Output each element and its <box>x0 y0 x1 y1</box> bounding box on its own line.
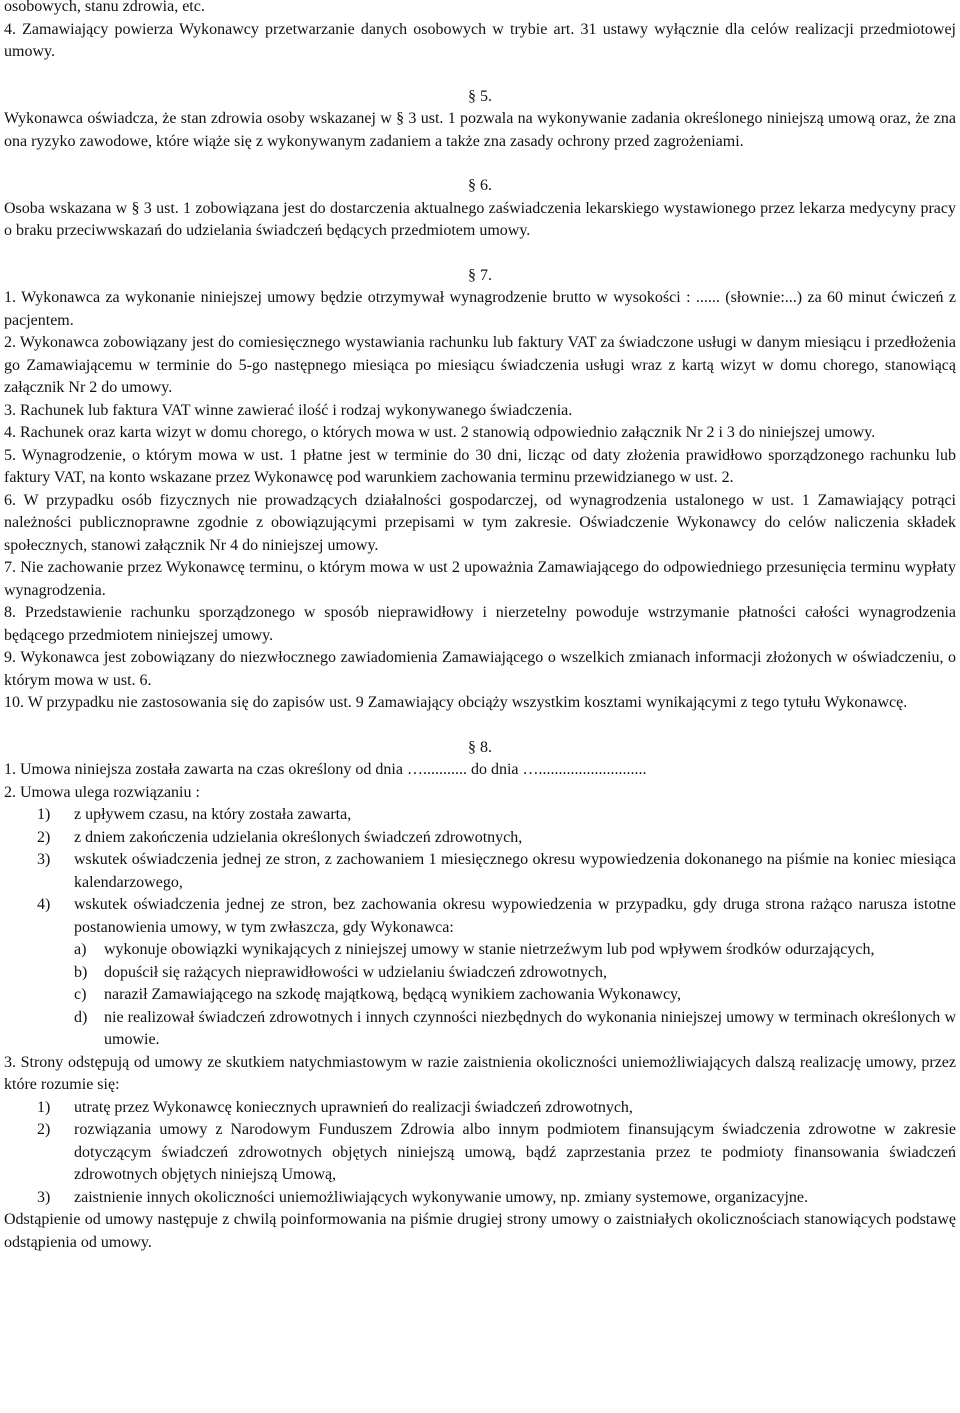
paragraph-4: 4. Zamawiający powierza Wykonawcy przetwarzanie danych osobowych w trybie art. 31 ustawy wyłącznie dla celów realizacji przedmiotowej umowy. <box>4 20 956 60</box>
section-6-text: Osoba wskazana w § 3 ust. 1 zobowiązana jest do dostarczenia aktualnego zaświadczenia lekarskiego wystawionego przez lekarza medycyny pracy o braku przeciwwskazań do udzielania świadczeń będących przedmiotem umowy. <box>4 199 956 239</box>
list-item-text: z dniem zakończenia udzielania określonych świadczeń zdrowotnych, <box>74 828 523 846</box>
list-item <box>4 1119 956 1187</box>
list-marker: 1) <box>37 1098 51 1116</box>
list-item <box>4 1187 956 1210</box>
list-item <box>4 849 956 894</box>
list-marker: d) <box>74 1008 88 1026</box>
document-page <box>4 0 956 1254</box>
withdrawal-list <box>4 1097 956 1210</box>
list-marker: 3) <box>37 851 51 868</box>
list-item-text: zaistnienie innych okoliczności uniemożliwiających wykonywanie umowy, np. zmiany systemowe, organizacyjne. <box>74 1188 809 1206</box>
section-7-item: 1. Wykonawca za wykonanie niniejszej umowy będzie otrzymywał wynagrodzenie brutto w wysokości : ...... (słownie:...) za 60 minut ćwiczeń z pacjentem. <box>4 289 956 329</box>
section-8-paragraph-3: 3. Strony odstępują od umowy ze skutkiem natychmiastowym w razie zaistnienia okoliczności uniemożliwiających dalszą realizację umowy, przez które rozumie się: <box>4 1053 956 1093</box>
section-8-paragraph-2: 2. Umowa ulega rozwiązaniu : <box>4 783 200 801</box>
section-7-items <box>4 287 956 715</box>
sublist-item <box>4 962 956 985</box>
list-marker: b) <box>74 963 88 981</box>
list-item <box>4 1097 956 1120</box>
list-item <box>4 894 956 939</box>
list-item-text: rozwiązania umowy z Narodowym Funduszem Zdrowia albo innym podmiotem finansującym świadczenia zdrowotne w zakresie dotyczącym świadczeń zdrowotnych objętych niniejszą umową, bądź zaprzestania przez te podmioty finansowania świadczeń zdrowotnych objętych niniejszą Umową, <box>74 1121 956 1183</box>
list-item-text: wskutek oświadczenia jednej ze stron, bez zachowania okresu wypowiedzenia w przypadku, gdy druga strona rażąco narusza istotne postanowienia umowy, w tym zwłaszcza, gdy Wykonawca: <box>74 896 956 936</box>
list-item <box>4 804 956 827</box>
list-item-text: wskutek oświadczenia jednej ze stron, z zachowaniem 1 miesięcznego okresu wypowiedzenia dokonanego na piśmie na koniec miesiąca kalendarzowego, <box>74 851 956 891</box>
list-item-text: dopuścił się rażących nieprawidłowości w udzielaniu świadczeń zdrowotnych, <box>104 963 607 981</box>
paragraph-continuation: osobowych, stanu zdrowia, etc. <box>4 0 205 15</box>
list-item-text: nie realizował świadczeń zdrowotnych i innych czynności niezbędnych do wykonania niniejszej umowy w terminach określonych w umowie. <box>104 1008 956 1048</box>
section-7-item: 10. W przypadku nie zastosowania się do zapisów ust. 9 Zamawiający obciąży wszystkim kosztami wynikającymi z tego tytułu Wykonawcę. <box>4 694 908 711</box>
section-7-item: 6. W przypadku osób fizycznych nie prowadzących działalności gospodarczej, od wynagrodzenia ustalonego w ust. 1 Zamawiający potrąci należności publicznoprawne zgodnie z obowiązującymi przepisami w tym zakresie. Oświadczenie Wykonawcy do celów naliczenia składek społecznych, stanowi załącznik Nr 4 do niniejszej umowy. <box>4 491 956 554</box>
section-7-heading: § 7. <box>468 266 492 284</box>
section-8-heading: § 8. <box>468 738 492 756</box>
list-item-text: z upływem czasu, na który została zawarta, <box>74 806 352 823</box>
list-marker: 2) <box>37 1121 51 1138</box>
section-5-text: Wykonawca oświadcza, że stan zdrowia osoby wskazanej w § 3 ust. 1 pozwala na wykonywanie zadania określonego niniejszą umową oraz, że zna ona ryzyko zawodowe, które wiąże się z wykonywanym zadaniem a także zna zasady ochrony przed zagrożeniami. <box>4 110 956 150</box>
section-5-heading: § 5. <box>468 87 492 105</box>
list-item-text: wykonuje obowiązki wynikających z niniejszej umowy w stanie nietrzeźwym lub pod wpływem środków odurzających, <box>104 941 875 958</box>
section-7-item: 7. Nie zachowanie przez Wykonawcę terminu, o którym mowa w ust 2 upoważnia Zamawiającego do odpowiedniego przesunięcia terminu wypłaty wynagrodzenia. <box>4 559 956 599</box>
section-7-item: 2. Wykonawca zobowiązany jest do comiesięcznego wystawiania rachunku lub faktury VAT za świadczone usługi w danym miesiącu i przedłożenia go Zamawiającemu w terminie do 5-go następnego miesiąca po miesiącu świadczenia usługi wraz z kartą wizyt w domu chorego, stanowiącą załącznik Nr 2 do umowy. <box>4 334 956 396</box>
list-marker: c) <box>74 986 87 1003</box>
section-8-paragraph-1: 1. Umowa niniejsza została zawarta na czas określony od dnia …........... do dnia …........................... <box>4 761 647 778</box>
list-marker: 3) <box>37 1188 51 1206</box>
sublist-item <box>4 1007 956 1052</box>
list-item-text: utratę przez Wykonawcę koniecznych uprawnień do realizacji świadczeń zdrowotnych, <box>74 1098 633 1116</box>
section-8-closing: Odstąpienie od umowy następuje z chwilą poinformowania na piśmie drugiej strony umowy o zaistniałych okolicznościach stanowiących podstawę odstąpienia od umowy. <box>4 1211 956 1251</box>
list-marker: 4) <box>37 896 51 913</box>
sublist-item <box>4 984 956 1007</box>
section-7-item: 4. Rachunek oraz karta wizyt w domu chorego, o których mowa w ust. 2 stanowią odpowiednio załącznik Nr 2 i 3 do niniejszej umowy. <box>4 424 876 441</box>
termination-list <box>4 804 956 939</box>
list-item <box>4 827 956 850</box>
section-7-item: 5. Wynagrodzenie, o którym mowa w ust. 1 płatne jest w terminie do 30 dni, licząc od daty złożenia prawidłowo sporządzonego rachunku lub faktury VAT, na konto wskazane przez Wykonawcę pod warunkiem zachowania terminu przewidzianego w ust. 2. <box>4 446 956 486</box>
section-7-item: 8. Przedstawienie rachunku sporządzonego w sposób nieprawidłowy i nierzetelny powoduje wstrzymanie płatności całości wynagrodzenia będącego przedmiotem niniejszej umowy. <box>4 604 956 644</box>
sublist-item <box>4 939 956 962</box>
breach-sublist <box>4 939 956 1052</box>
list-item-text: naraził Zamawiającego na szkodę majątkową, będącą wynikiem zachowania Wykonawcy, <box>104 986 681 1003</box>
section-7-item: 9. Wykonawca jest zobowiązany do niezwłocznego zawiadomienia Zamawiającego o wszelkich zmianach informacji złożonych w oświadczeniu, o którym mowa w ust. 6. <box>4 649 956 689</box>
section-7-item: 3. Rachunek lub faktura VAT winne zawierać ilość i rodzaj wykonywanego świadczenia. <box>4 401 573 419</box>
section-6-heading: § 6. <box>468 177 492 194</box>
list-marker: a) <box>74 941 87 958</box>
list-marker: 1) <box>37 806 51 823</box>
list-marker: 2) <box>37 828 51 846</box>
